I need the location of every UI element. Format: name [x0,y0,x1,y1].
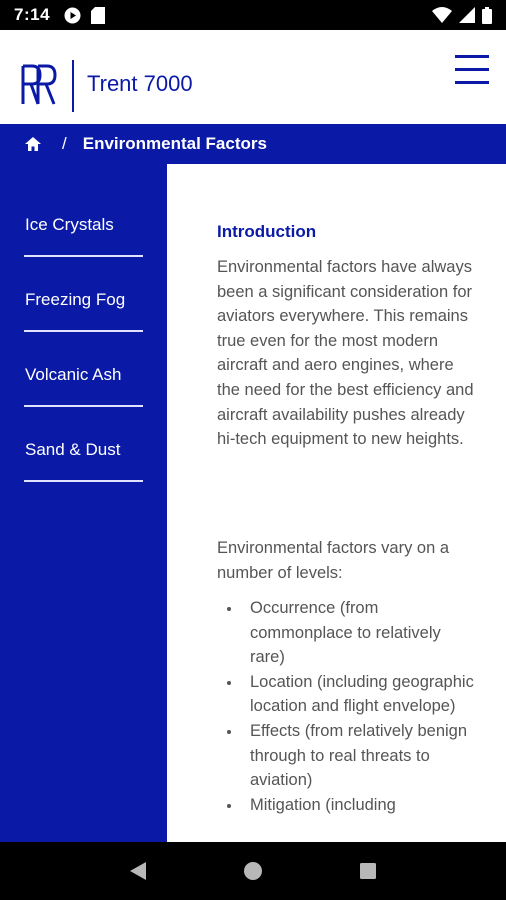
breadcrumb [0,124,506,164]
status-time: 7:14 [14,5,51,24]
hamburger-menu-icon[interactable] [455,55,489,85]
list-item [217,719,477,793]
sidebar-item-volcanic-ash[interactable] [24,365,144,440]
status-left-icons [64,7,105,24]
sidebar-item-label: Volcanic Ash [25,365,122,384]
bullet-dot [227,730,231,734]
app-header [0,30,506,124]
sidebar-divider [24,255,143,257]
sidebar-divider [24,480,143,482]
sidebar-item-freezing-fog[interactable] [24,290,144,365]
sidebar-divider [24,330,143,332]
bullet-dot [227,681,231,685]
play-notification-icon [64,7,81,24]
levels-paragraph: Environmental factors vary on a number of levels: [217,539,450,582]
breadcrumb-separator: / [62,134,67,153]
intro-paragraph: Environmental factors have always been a significant consideration for aviators everywhere. This remains true even for the most modern aircraft and aero engines, where the need for the best efficiency and aircraft availability pushes already hi-tech equipment to new heights. [217,258,474,449]
home-icon[interactable] [24,136,42,152]
sd-card-icon [91,7,105,24]
list-item [217,596,477,670]
system-nav-bar [0,842,506,900]
section-heading: Introduction [217,222,317,241]
home-circle-icon[interactable] [233,851,273,891]
list-item-text: Effects (from relatively benign through to real threats to aviation) [250,721,468,790]
content-panel[interactable] [167,164,506,842]
sidebar-item-label: Freezing Fog [25,290,126,309]
sidebar-item-label: Sand & Dust [25,440,121,459]
sidebar-item-sand-dust[interactable] [24,440,144,515]
back-icon[interactable] [118,851,158,891]
header-divider [72,60,74,112]
sidebar-divider [24,405,143,407]
sidebar-item-ice-crystals[interactable] [24,215,144,290]
list-item-text: Location (including geographic location and flight envelope) [250,672,474,716]
sidebar-item-label: Ice Crystals [25,215,114,234]
app-title: Trent 7000 [87,71,193,96]
battery-icon [482,7,492,24]
list-item [217,670,477,719]
list-item-text: Mitigation (including [250,795,396,814]
sidebar [0,164,167,842]
cell-signal-icon [459,7,475,23]
rolls-royce-logo [20,62,60,108]
factors-list [217,596,477,817]
wifi-icon [432,7,452,23]
recents-square-icon[interactable] [348,851,388,891]
list-item-text: Occurrence (from commonplace to relatively rare) [250,599,441,667]
status-bar [0,0,506,30]
bullet-dot [227,607,231,611]
status-right-icons [432,7,492,24]
breadcrumb-current: Environmental Factors [82,134,267,153]
list-item [217,793,477,818]
bullet-dot [227,804,231,808]
